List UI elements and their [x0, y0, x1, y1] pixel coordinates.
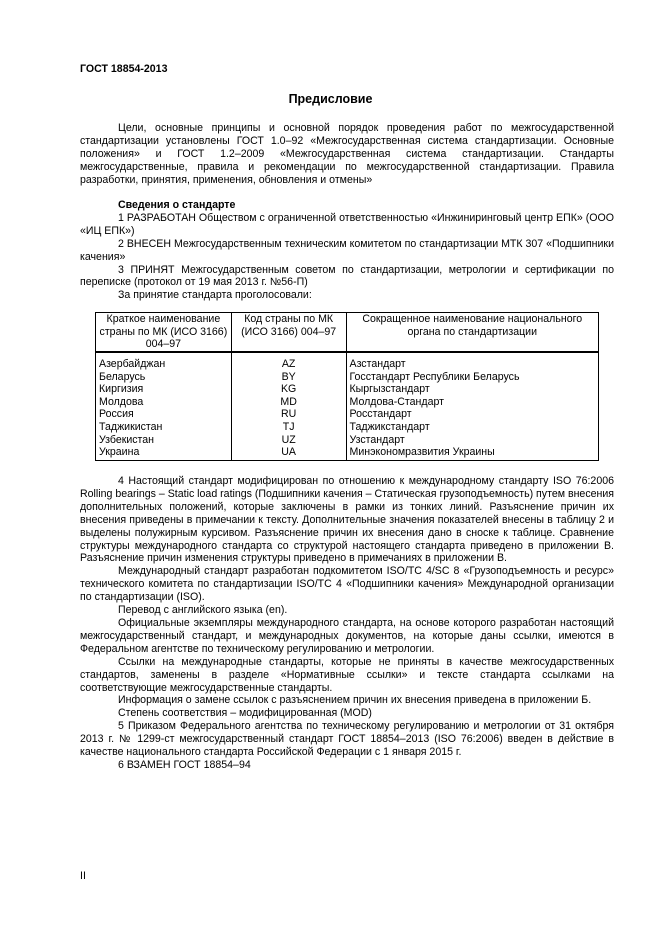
paragraph-language: Перевод с английского языка (en). [118, 604, 288, 617]
item-developed: 1 РАЗРАБОТАН Обществом с ограниченной ответственностью «Инжиниринговый центр ЕПК» (ООО «ИЦ ЕПК») [80, 211, 614, 237]
paragraph-official-copies: Официальные экземпляры международного стандарта, на основе которого разработан настоящий межгосударственный стандарт, и международных документов, на которые даны ссылки, имеются в Федеральном агентстве по техническому регулированию и метрологии. [80, 616, 614, 655]
country-name: Молдова [96, 396, 232, 409]
country-name: Россия [96, 408, 232, 421]
standards-body: Минэкономразвития Украины [346, 446, 599, 460]
intro-paragraph: Цели, основные принципы и основной порядок проведения работ по межгосударственной стандартизации установлены ГОСТ 1.0–92 «Межгосударственная система стандартизации. Основные положения» и ГОСТ 1.2–2009 «Межгосударственная система стандартизации. Стандарты межгосударственные, правила и рекомендации по межгосударственной стандартизации. Правила разработки, принятия, применения, обновления и отмены» [80, 122, 614, 186]
intro-section [80, 122, 614, 187]
header-standards-body: Сокращенное наименование национального органа по стандартизации [346, 313, 599, 353]
page-title: Предисловие [288, 92, 373, 106]
item-modified: 4 Настоящий стандарт модифицирован по отношению к международному стандарту ISO 76:2006 Rolling bearings – Static load ratings (Подшипники качения – Статическая грузоподъемность) путем внесения дополнительных положений, которые заключены в рамки из тонких линий. Разъяснение причин их внесения приведены в примечании к тексту. Дополнительные значения показателей внесены в таблицу 2 и выделены полужирным курсивом. Разъяснение причин их внесения дано в сноске к таблице. Сравнение структуры международного стандарта со структурой настоящего стандарта приведено в приложении В. Разъяснение причин изменения структуры приведено в примечаниях в приложении В. [80, 475, 615, 565]
table-header-row [96, 313, 599, 353]
table-row [96, 396, 599, 409]
standards-body: Узстандарт [346, 434, 599, 447]
country-name: Таджикистан [96, 421, 232, 434]
item-adopted: 3 ПРИНЯТ Межгосударственным советом по стандартизации, метрологии и сертификации по переписке (протокол от 19 мая 2013 г. №56-П) [80, 263, 614, 289]
document-header: ГОСТ 18854-2013 [80, 63, 168, 75]
item-introduced: 2 ВНЕСЕН Межгосударственным техническим комитетом по стандартизации МТК 307 «Подшипники качения» [80, 237, 614, 263]
country-code: AZ [231, 352, 346, 371]
country-name: Узбекистан [96, 434, 232, 447]
country-name: Украина [96, 446, 232, 460]
standards-body: Росстандарт [346, 408, 599, 421]
country-name: Киргизия [96, 383, 232, 396]
modification-section [80, 475, 614, 772]
item-enacted: 5 Приказом Федерального агентства по техническому регулированию и метрологии от 31 октября 2013 г. № 1299-ст межгосударственный стандарт ГОСТ 18854–2013 (ISO 76:2006) введен в действие в качестве национального стандарта Российской Федерации с 1 января 2015 г. [80, 720, 614, 759]
standards-body: Таджикстандарт [346, 421, 599, 434]
standards-body: Молдова-Стандарт [346, 396, 599, 409]
header-country-code: Код страны по МК (ИСО 3166) 004–97 [231, 313, 346, 353]
country-name: Беларусь [96, 371, 232, 384]
standards-body: Госстандарт Республики Беларусь [346, 371, 599, 384]
table-row [96, 434, 599, 447]
header-country-name: Краткое наименование страны по МК (ИСО 3166) 004–97 [96, 313, 232, 353]
paragraph-degree: Степень соответствия – модифицированная (MOD) [118, 707, 372, 720]
table-row [96, 352, 599, 371]
country-name: Азербайджан [96, 352, 232, 371]
info-heading: Сведения о стандарте [118, 199, 236, 211]
country-code: KG [231, 383, 346, 396]
paragraph-developer: Международный стандарт разработан подкомитетом ISO/TC 4/SC 8 «Грузоподъемность и ресурс» технического комитета по стандартизации ISO/TC 4 «Подшипники качения» Международной организации по стандартизации (ISO). [80, 565, 614, 604]
item-replaces: 6 ВЗАМЕН ГОСТ 18854–94 [118, 758, 251, 771]
country-code: RU [231, 408, 346, 421]
standards-body: Кыргызстандарт [346, 383, 599, 396]
table-row [96, 446, 599, 460]
table-row [96, 383, 599, 396]
vote-text: За принятие стандарта проголосовали: [118, 289, 312, 302]
country-code: TJ [231, 421, 346, 434]
table-row [96, 408, 599, 421]
table-row [96, 421, 599, 434]
country-code: BY [231, 371, 346, 384]
paragraph-references: Ссылки на международные стандарты, которые не приняты в качестве межгосударственных стандартов, заменены в разделе «Нормативные ссылки» и тексте стандарта ссылками на соответствующие межгосударственные стандарты. [80, 655, 614, 694]
countries-table [95, 312, 599, 461]
paragraph-replacement-info: Информация о замене ссылок с разъяснением причин их внесения приведена в приложении Б. [118, 694, 592, 707]
table-row [96, 371, 599, 384]
country-code: UA [231, 446, 346, 460]
standards-body: Азстандарт [346, 352, 599, 371]
standard-info-section [80, 199, 614, 302]
country-code: MD [231, 396, 346, 409]
country-code: UZ [231, 434, 346, 447]
page-number: II [80, 870, 86, 882]
